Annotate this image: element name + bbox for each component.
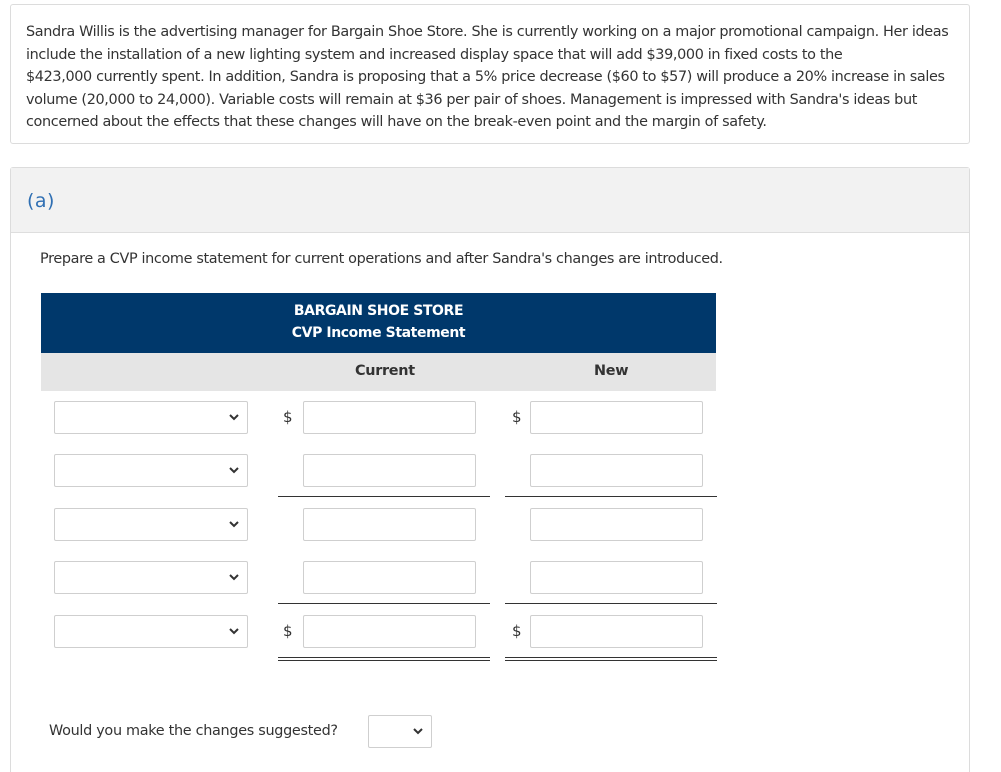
column-header-bar [41, 353, 716, 391]
column-header-current: Current [355, 363, 415, 379]
currency-symbol: $ [283, 408, 293, 426]
currency-symbol: $ [283, 622, 293, 640]
new-amount-input[interactable] [530, 561, 703, 594]
double-underline-top [278, 657, 490, 658]
new-amount-input[interactable] [530, 615, 703, 648]
current-amount-input[interactable] [303, 401, 476, 434]
decision-select[interactable] [368, 715, 432, 748]
company-name: BARGAIN SHOE STORE [293, 303, 464, 319]
double-underline-top [505, 657, 717, 658]
chevron-down-icon [228, 624, 240, 638]
current-amount-input[interactable] [303, 508, 476, 541]
statement-title: CVP Income Statement [291, 325, 466, 341]
current-amount-input[interactable] [303, 615, 476, 648]
currency-symbol: $ [512, 622, 522, 640]
current-amount-input[interactable] [303, 454, 476, 487]
chevron-down-icon [228, 570, 240, 584]
chevron-down-icon [228, 517, 240, 531]
chevron-down-icon [228, 463, 240, 477]
part-label: (a) [27, 190, 55, 212]
decision-question: Would you make the changes suggested? [49, 723, 338, 739]
double-underline-bottom [505, 660, 717, 661]
currency-symbol: $ [512, 408, 522, 426]
underline-rule [278, 603, 490, 604]
part-instruction: Prepare a CVP income statement for current operations and after Sandra's changes are introduced. [40, 251, 723, 267]
double-underline-bottom [278, 660, 490, 661]
line-item-select[interactable] [54, 615, 248, 648]
line-item-select[interactable] [54, 401, 248, 434]
line-item-select[interactable] [54, 454, 248, 487]
part-a-header [11, 168, 969, 233]
underline-rule [505, 496, 717, 497]
underline-rule [278, 496, 490, 497]
line-item-select[interactable] [54, 561, 248, 594]
problem-line: $423,000 currently spent. In addition, Sandra is proposing that a 5% price decrease ($60 to $57) will produce a 20% increase in sales [26, 69, 945, 86]
new-amount-input[interactable] [530, 401, 703, 434]
new-amount-input[interactable] [530, 454, 703, 487]
problem-line: volume (20,000 to 24,000). Variable costs will remain at $36 per pair of shoes. Management is impressed with Sandra's ideas but [26, 91, 918, 108]
chevron-down-icon [412, 724, 424, 738]
problem-statement-box [10, 4, 970, 144]
column-header-new: New [594, 363, 629, 379]
underline-rule [505, 603, 717, 604]
chevron-down-icon [228, 410, 240, 424]
line-item-select[interactable] [54, 508, 248, 541]
problem-text [26, 21, 954, 134]
problem-line: Sandra Willis is the advertising manager for Bargain Shoe Store. She is currently working on a major promotional campaign. Her ideas [26, 24, 949, 40]
problem-line: include the installation of a new lighting system and increased display space that will add $39,000 in fixed costs to the [26, 46, 843, 63]
statement-header [41, 293, 716, 353]
problem-line: concerned about the effects that these changes will have on the break-even point and the margin of safety. [26, 114, 767, 131]
current-amount-input[interactable] [303, 561, 476, 594]
new-amount-input[interactable] [530, 508, 703, 541]
